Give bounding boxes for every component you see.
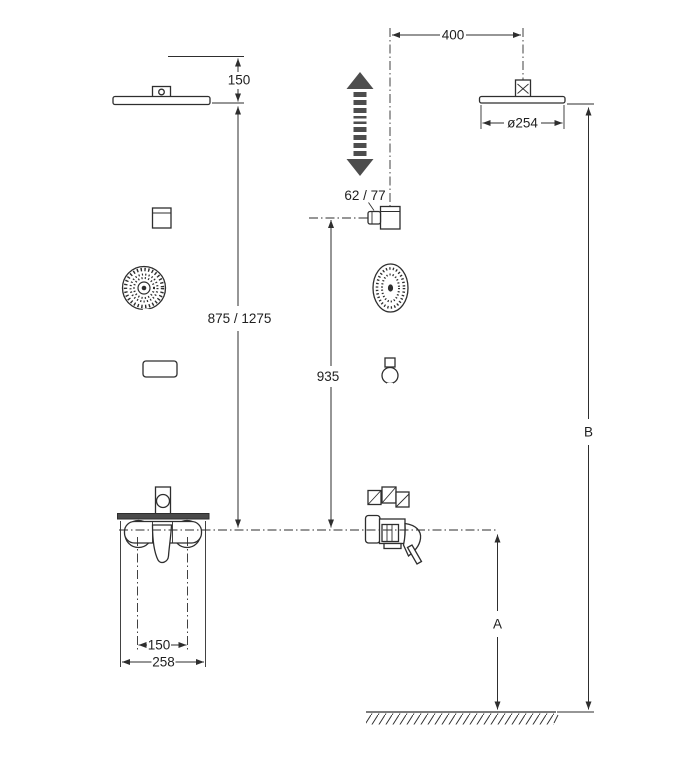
floor-hatching: [366, 714, 554, 725]
front-handshower-holder: [143, 361, 177, 377]
dim-overall-width-label: 258: [152, 654, 175, 670]
dim-rail-height-label: 935: [316, 369, 340, 384]
side-mixer: [366, 487, 422, 564]
dim-b-label: B: [583, 424, 594, 440]
front-bottom-connector: [156, 487, 171, 515]
dim-arm-reach-label: 400: [441, 27, 465, 43]
dim-head-diameter: [481, 105, 564, 131]
front-top-cap: [153, 60, 171, 98]
dim-rail-height: [309, 218, 368, 528]
dim-arm-reach: [392, 28, 521, 43]
dim-bracket-depth: [344, 188, 385, 211]
dim-union-spacing-label: 150: [147, 637, 171, 653]
height-adjust-arrow-icon: [347, 72, 374, 176]
dim-a-label: A: [492, 616, 503, 632]
dim-rail-length-label: 875 / 1275: [207, 311, 272, 326]
front-handshower-handle: [146, 309, 148, 392]
dim-bracket-depth-label: 62 / 77: [344, 188, 386, 203]
dim-head-diameter-label: ø254: [507, 115, 538, 131]
side-wall-bracket: [368, 207, 400, 230]
floor: [366, 712, 558, 725]
side-overhead-plate: [480, 97, 566, 104]
side-handshower: [373, 264, 408, 312]
side-hose-loop: [368, 543, 396, 629]
front-mixer-lever: [153, 525, 172, 563]
side-hose-upper: [393, 382, 401, 490]
front-overhead-plate: [113, 97, 210, 105]
front-view: [113, 60, 210, 630]
dim-a: [493, 535, 502, 710]
side-view: [347, 28, 566, 725]
front-rail-coupling: [153, 208, 172, 228]
side-ball-joint: [382, 358, 398, 384]
front-hose: [126, 392, 180, 630]
front-shelf: [118, 514, 210, 520]
dim-head-offset-label: 150: [227, 72, 251, 88]
front-handshower-head: [123, 267, 166, 310]
front-mixer: [125, 521, 202, 563]
side-head-connector: [516, 80, 531, 97]
dim-rail-length: [208, 107, 272, 528]
dim-b: [557, 104, 594, 712]
